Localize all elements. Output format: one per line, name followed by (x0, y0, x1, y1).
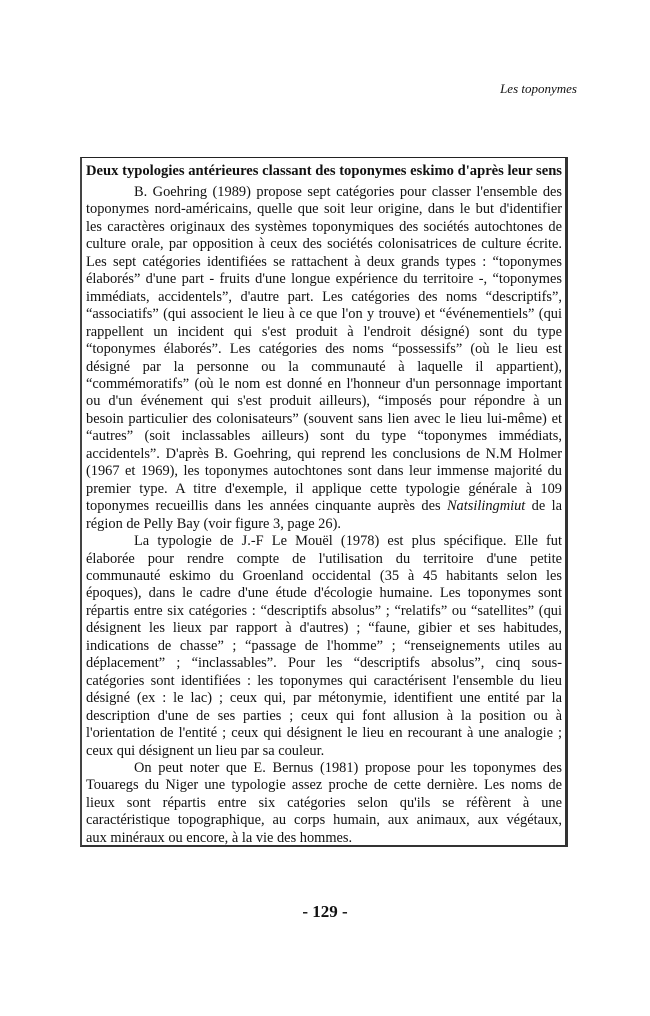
text-line: désignent les lieux par rapport à d'autres) ; “faune, gibier et ses habitudes, (86, 620, 562, 637)
text-line: déplacement” ; “inclassables”. Pour les “descriptifs absolus”, cinq sous- (86, 655, 562, 672)
text-line: rappellent un incident qui s'est produit à l'endroit désigné) sont du type (86, 323, 562, 340)
text-line: immédiats, accidentels”, d'autre part. Les catégories des noms “descriptifs”, (86, 288, 562, 305)
text-line: lieux sont répartis entre six catégories selon qu'ils se réfèrent à une (86, 794, 562, 811)
text-line: On peut noter que E. Bernus (1981) propose pour les toponymes des (134, 759, 562, 776)
text-line: toponymes nord-américains, quelle que soit leur origine, dans le but d'identifier (86, 201, 562, 218)
text-line: “associatifs” (qui associent le lieu à ce que l'on y trouve) et “événementiels” (qui (86, 306, 562, 323)
italic-term: Natsilingmiut (446, 498, 526, 515)
text-line: époques), dans le cadre d'une étude d'écologie humaine. Les toponymes sont (86, 585, 562, 602)
text-line: catégories sont identifiées : les toponymes qui caractérisent l'ensemble du lieu (86, 672, 562, 689)
text-line: description d'une de ses parties ; ceux qui font allusion à la position ou à (86, 707, 562, 724)
text-line: indications de chasse” ; “passage de l'homme” ; “renseignements utiles au (86, 637, 562, 654)
text-line: aux minéraux ou encore, à la vie des hommes. (86, 829, 353, 846)
text-line: “autres” (soit inclassables ailleurs) sont du type “toponymes immédiats, (86, 428, 562, 445)
text-line: premier type. A titre d'exemple, il applique cette typologie générale à 109 (86, 480, 562, 497)
text-line: Les sept catégories identifiées se rattachent à deux grands types : “toponymes (86, 253, 562, 270)
text-line: besoin particulier des colonisateurs” (souvent sans lien avec le lieu lui-même) et (86, 410, 562, 427)
text-line: ceux qui désignent un lieu par sa couleur. (86, 742, 325, 759)
text-line: les caractères originaux des systèmes toponymiques des sociétés autochtones de (86, 218, 562, 235)
text-line: caractéristique topographique, au corps humain, aux animaux, aux végétaux, (86, 812, 562, 829)
text-line: (1967 et 1969), les toponymes autochtones sont dans leur immense majorité du (86, 463, 562, 480)
page-number: - 129 - (302, 902, 348, 921)
running-head: Les toponymes (500, 81, 577, 96)
text-line: élaborés” d'une part - fruits d'une longue expérience du territoire -, “toponymes (86, 271, 562, 288)
text-line: répartis entre six catégories : “descriptifs absolus” ; “relatifs” ou “satellites” (qui (86, 602, 562, 619)
text-line: La typologie de J.-F Le Mouël (1978) est plus spécifique. Elle fut (134, 533, 562, 550)
text-line: région de Pelly Bay (voir figure 3, page 26). (86, 515, 341, 532)
text-line: culture orale, par opposition à ceux des sociétés colonisatrices de culture écrite. (86, 236, 562, 253)
text-line: désigné (ex : le lac) ; ceux qui, par métonymie, identifient une entité par la (86, 690, 562, 707)
text-line: “commémoratifs” (où le nom est donné en l'honneur d'un personnage important (86, 375, 562, 392)
text-box (80, 157, 568, 847)
box-body (86, 184, 562, 847)
text-line: élaborée pour rendre compte de l'utilisation du territoire d'une petite (86, 550, 562, 567)
line-text: toponymes recueillis dans les années cinquante auprès des (86, 498, 441, 515)
text-line: B. Goehring (1989) propose sept catégories pour classer l'ensemble des (134, 184, 562, 200)
text-line: ou d'un événement qui s'est produit ailleurs), “imposés pour répondre à un (86, 393, 562, 410)
box-title: Deux typologies antérieures classant des toponymes eskimo d'après leur sens (86, 163, 562, 179)
text-line: l'orientation de l'entité ; ceux qui désignent le lieu en recourant à une analogie ; (86, 725, 562, 742)
text-line (86, 498, 562, 515)
text-line: communauté eskimo du Groenland occidental (35 à 45 habitants selon les (86, 567, 562, 584)
text-line: accidentels”. D'après B. Goehring, qui reprend les conclusions de N.M Holmer (86, 445, 562, 462)
text-line: Touaregs du Niger une typologie assez proche de cette dernière. Les noms de (86, 777, 562, 794)
text-line: “toponymes élaborés”. Les catégories des noms “possessifs” (où le lieu est (86, 341, 562, 358)
line-text: de la (525, 498, 562, 515)
text-line: désigné par la personne ou la communauté à laquelle il appartient), (86, 358, 562, 375)
